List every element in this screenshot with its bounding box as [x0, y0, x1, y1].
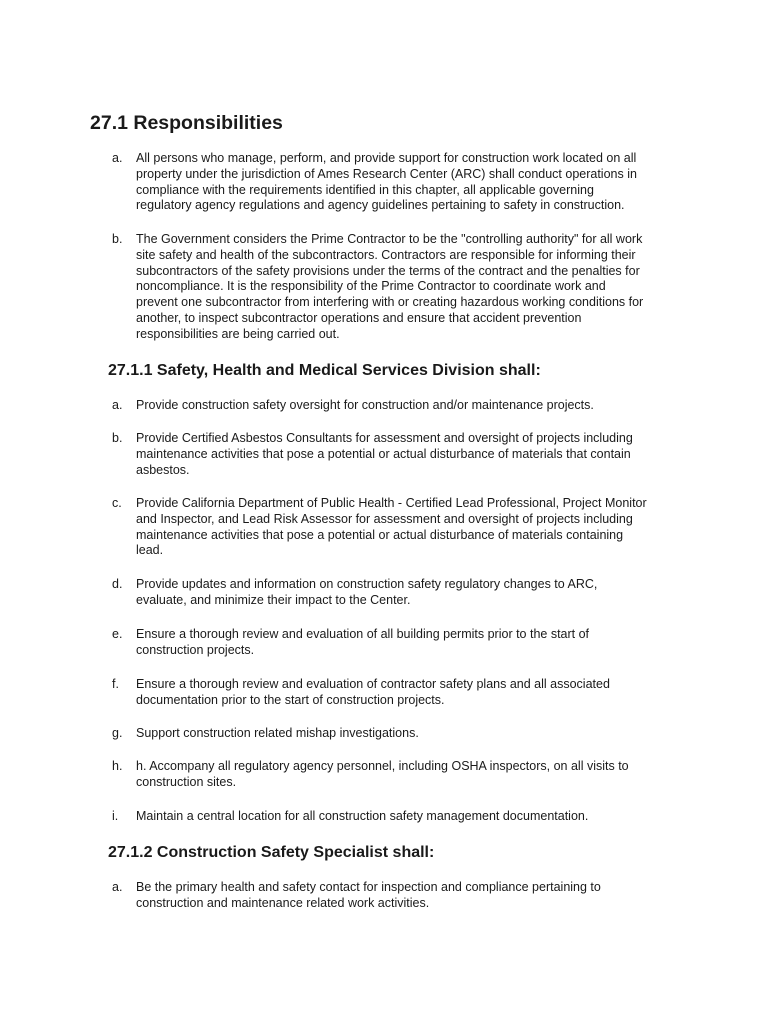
list-item-text	[136, 759, 684, 791]
list-item-text	[136, 398, 684, 414]
text-line: regulatory agency regulations and agency guidelines pertaining to safety in construction.	[136, 198, 625, 213]
text-line: lead.	[136, 543, 164, 558]
text-line: Support construction related mishap investigations.	[136, 726, 419, 740]
section-heading: 27.1 Responsibilities	[90, 112, 283, 134]
text-line: Provide Certified Asbestos Consultants for assessment and oversight of projects including	[136, 431, 633, 445]
list-item-text	[136, 677, 684, 709]
text-line: noncompliance. It is the responsibility of the Prime Contractor to coordinate work and	[136, 279, 606, 294]
text-line: Maintain a central location for all construction safety management documentation.	[136, 809, 589, 823]
text-line: and Inspector, and Lead Risk Assessor for assessment and oversight of projects including	[136, 511, 633, 526]
text-line: property under the jurisdiction of Ames Research Center (ARC) shall conduct operations in	[136, 166, 637, 181]
list-item-text	[136, 232, 684, 343]
list-marker: a.	[112, 880, 123, 894]
text-line: maintenance activities that pose a potential or actual disturbance of materials that contain	[136, 446, 631, 461]
text-line: asbestos.	[136, 462, 190, 477]
list-marker: f.	[112, 677, 119, 691]
subsection-heading-shmsd: 27.1.1 Safety, Health and Medical Services Division shall:	[108, 362, 541, 379]
text-line: All persons who manage, perform, and provide support for construction work located on all	[136, 151, 637, 165]
text-line: Provide updates and information on construction safety regulatory changes to ARC,	[136, 577, 598, 591]
text-line: compliance with the requirements identified in this chapter, all applicable governing	[136, 182, 594, 197]
list-item-text	[136, 627, 684, 659]
list-item-text	[136, 809, 684, 825]
subsection-heading-css: 27.1.2 Construction Safety Specialist shall:	[108, 844, 435, 861]
text-line: maintenance activities that pose a potential or actual disturbance of materials containing	[136, 527, 624, 542]
list-marker: g.	[112, 726, 123, 740]
text-line: site safety and health of the subcontractors. Contractors are responsible for informing their	[136, 247, 636, 262]
list-item-text	[136, 880, 684, 912]
text-line: Ensure a thorough review and evaluation of contractor safety plans and all associated	[136, 677, 610, 691]
list-marker: b.	[112, 431, 123, 445]
list-marker: a.	[112, 398, 123, 412]
text-line: Provide California Department of Public Health - Certified Lead Professional, Project Monitor	[136, 496, 647, 510]
list-item-text	[136, 577, 684, 609]
text-line: h. Accompany all regulatory agency personnel, including OSHA inspectors, on all visits to	[136, 759, 629, 773]
text-line: subcontractors of the safety provisions under the terms of the contract and the penalties for	[136, 263, 640, 278]
text-line: The Government considers the Prime Contractor to be the "controlling authority" for all work	[136, 232, 643, 246]
text-line: Ensure a thorough review and evaluation of all building permits prior to the start of	[136, 627, 590, 641]
list-item-text	[136, 151, 684, 214]
text-line: another, to inspect subcontractor operations and ensure that accident prevention	[136, 310, 582, 325]
list-item-text	[136, 496, 684, 559]
text-line: construction and maintenance related work activities.	[136, 895, 430, 910]
text-line: evaluate, and minimize their impact to the Center.	[136, 592, 411, 607]
list-marker: i.	[112, 809, 119, 823]
list-marker: e.	[112, 627, 123, 641]
list-item-text	[136, 726, 684, 742]
text-line: Be the primary health and safety contact for inspection and compliance pertaining to	[136, 880, 601, 894]
list-marker: d.	[112, 577, 123, 591]
text-line: documentation prior to the start of construction projects.	[136, 692, 445, 707]
text-line: construction projects.	[136, 642, 255, 657]
list-marker: b.	[112, 232, 123, 246]
text-line: responsibilities are being carried out.	[136, 326, 340, 341]
list-item-text	[136, 431, 684, 478]
text-line: construction sites.	[136, 774, 237, 789]
text-line: Provide construction safety oversight for construction and/or maintenance projects.	[136, 398, 594, 412]
list-marker: a.	[112, 151, 123, 165]
list-marker: h.	[112, 759, 123, 773]
list-marker: c.	[112, 496, 122, 510]
text-line: prevent one subcontractor from interfering with or creating hazardous working conditions for	[136, 295, 644, 310]
